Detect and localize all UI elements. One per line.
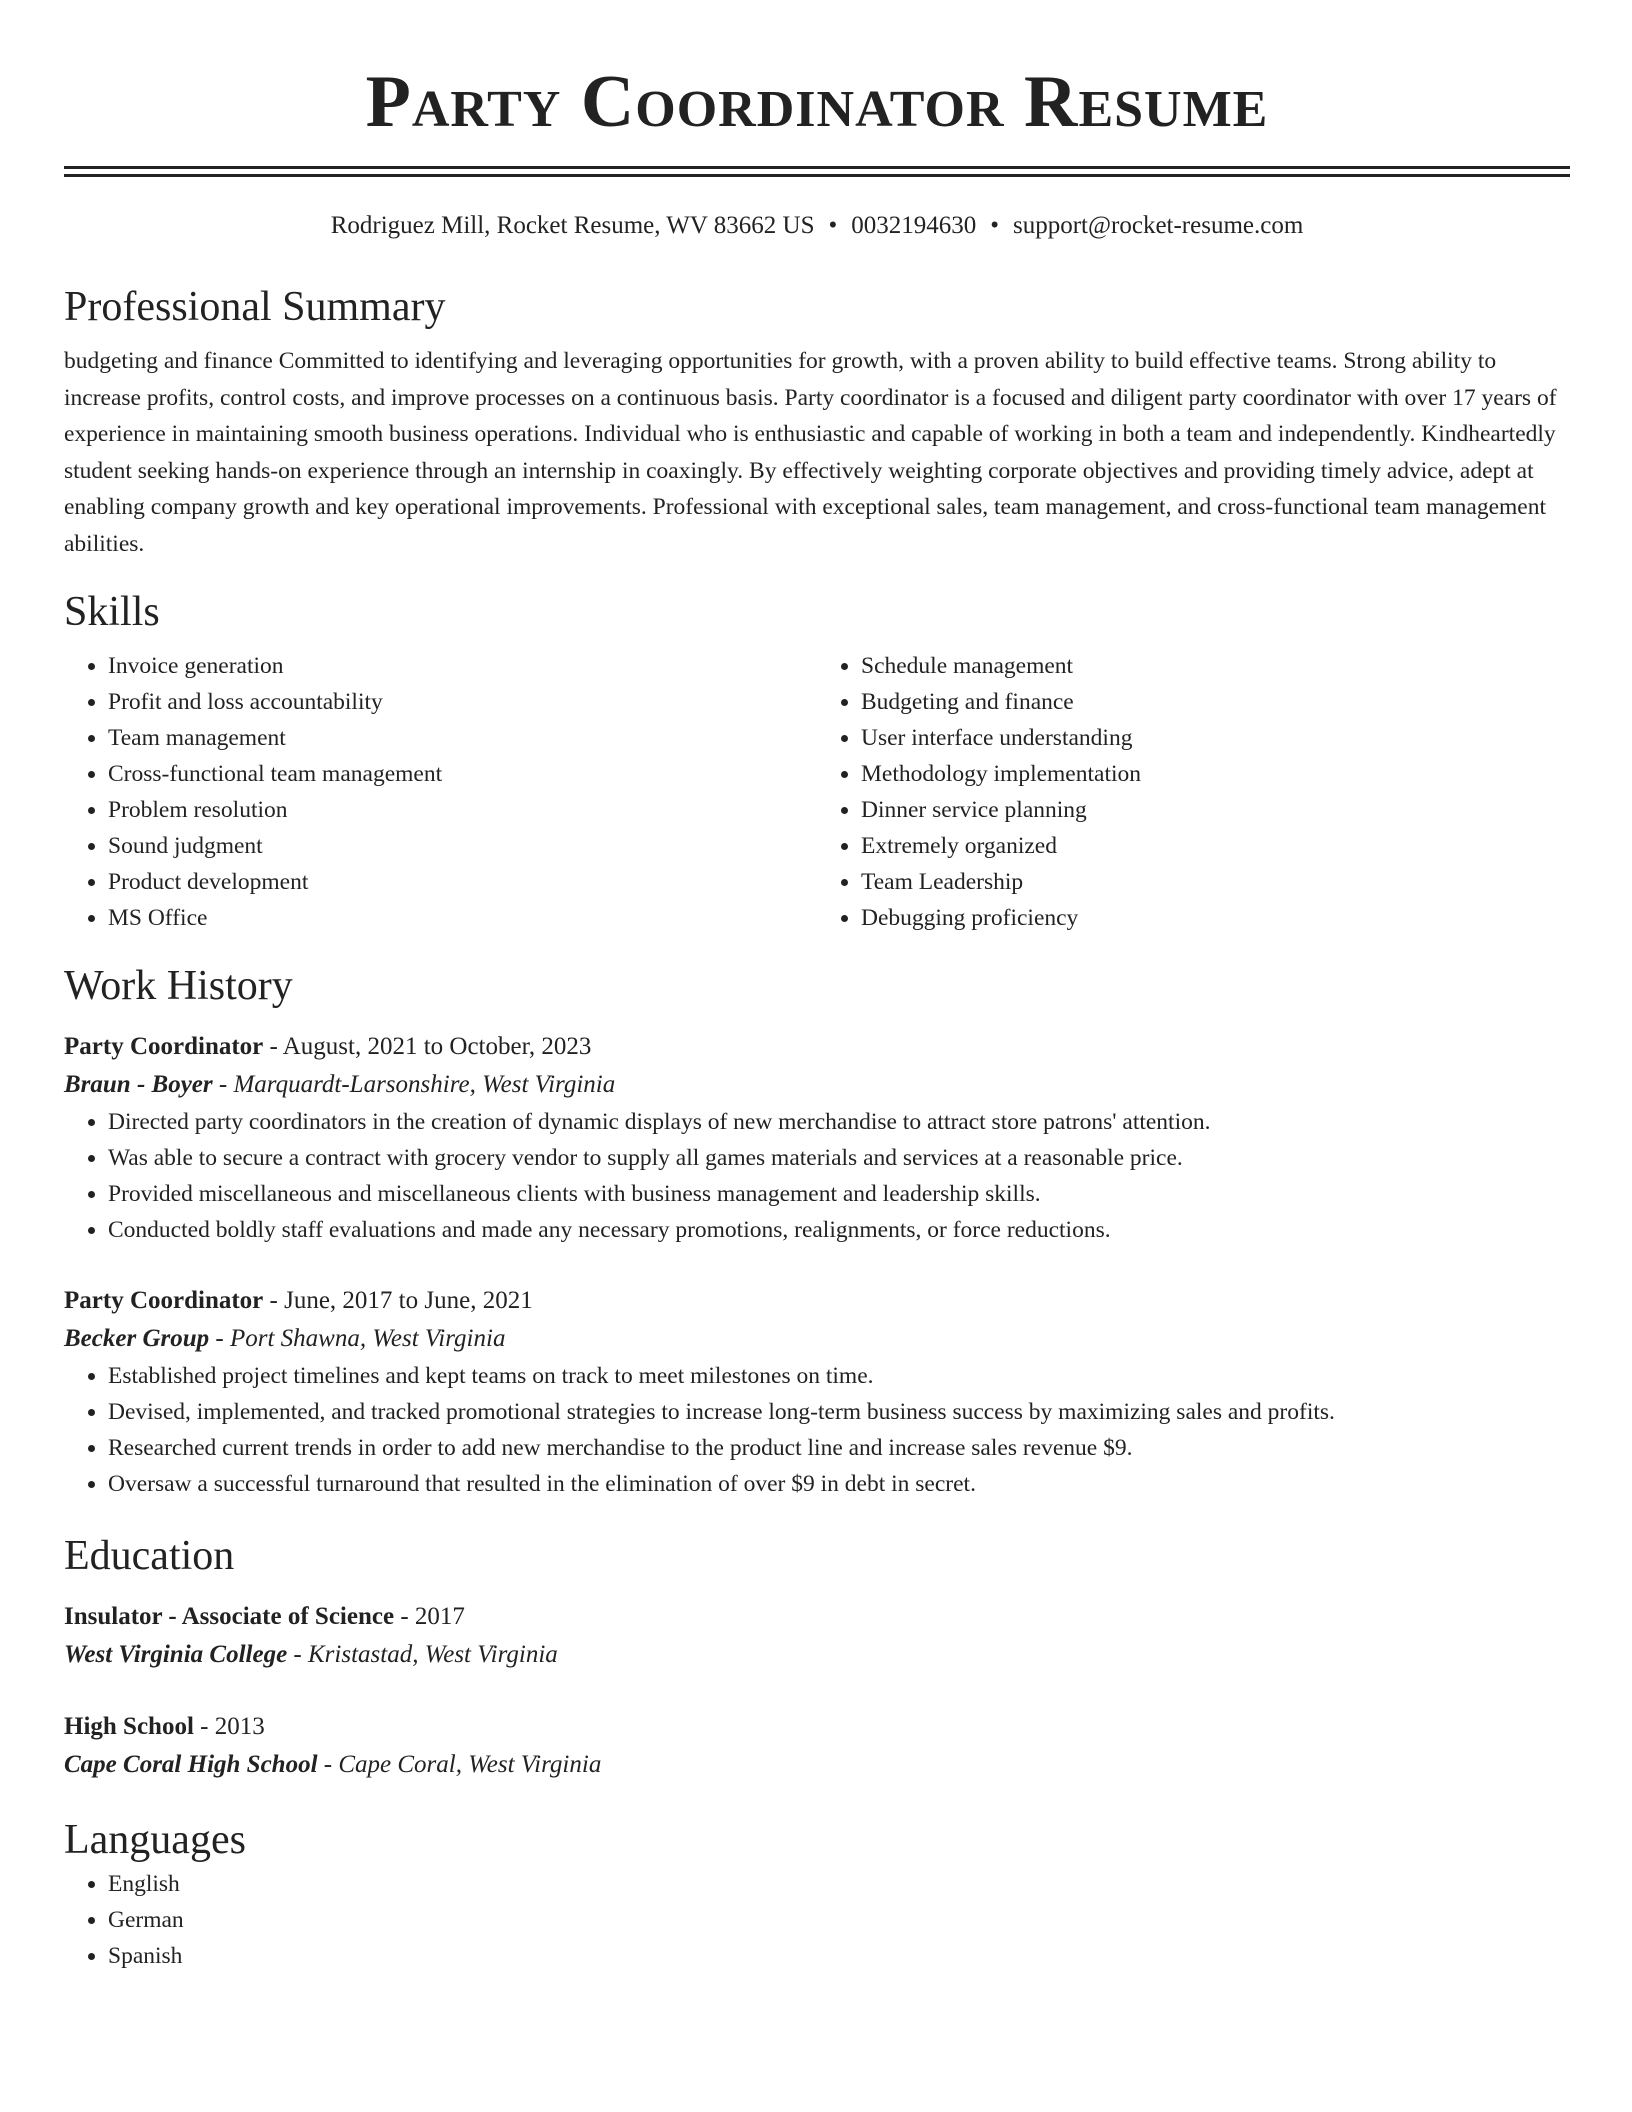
skill-item: • Team Leadership — [861, 864, 1570, 900]
skills-columns — [64, 648, 1570, 936]
job-dates: - August, 2021 to October, 2023 — [263, 1033, 592, 1060]
work-history-section — [64, 960, 1570, 1502]
skill-item: • Product development — [108, 864, 817, 900]
resume-title: Party Coordinator Resume — [365, 61, 1269, 143]
education-school-line — [64, 1746, 1570, 1784]
language-item: • German — [108, 1902, 1570, 1938]
job-dates: - June, 2017 to June, 2021 — [263, 1287, 533, 1314]
contact-separator: • — [990, 212, 999, 239]
job-bullet: • Was able to secure a contract with grocery vendor to supply all games materials and services at a reasonable price. — [108, 1140, 1570, 1176]
skill-item: • Sound judgment — [108, 828, 817, 864]
skill-item: • Problem resolution — [108, 792, 817, 828]
skill-item: • Budgeting and finance — [861, 684, 1570, 720]
skill-item: • User interface understanding — [861, 720, 1570, 756]
education-degree: Insulator - Associate of Science — [64, 1603, 395, 1630]
education-year: - 2017 — [394, 1603, 465, 1630]
job-bullet: • Researched current trends in order to add new merchandise to the product line and increase sales revenue $9. — [108, 1430, 1570, 1466]
skill-item: • MS Office — [108, 900, 817, 936]
education-entry — [64, 1708, 1570, 1784]
title-divider-bottom — [64, 174, 1570, 177]
resume-page — [64, 0, 1570, 1974]
contact-separator: • — [828, 212, 838, 239]
job-bullet: • Provided miscellaneous and miscellaneous clients with business management and leadership skills. — [108, 1176, 1570, 1212]
languages-list — [64, 1866, 1570, 1974]
job-bullets — [64, 1358, 1570, 1502]
job-bullet: • Oversaw a successful turnaround that resulted in the elimination of over $9 in debt in secret. — [108, 1466, 1570, 1502]
skills-right-column — [817, 648, 1570, 936]
skill-item: • Team management — [108, 720, 817, 756]
contact-address: Rodriguez Mill, Rocket Resume, WV 83662 US — [330, 212, 815, 239]
education-school-line — [64, 1636, 1570, 1674]
language-item: • English — [108, 1866, 1570, 1902]
job-bullets — [64, 1104, 1570, 1248]
job-entry — [64, 1028, 1570, 1248]
job-company-line — [64, 1320, 1570, 1358]
job-location: - Marquardt-Larsonshire, West Virginia — [212, 1071, 616, 1098]
education-school: Cape Coral High School — [64, 1751, 318, 1778]
contact-email: support@rocket-resume.com — [1013, 212, 1304, 239]
education-degree-line — [64, 1598, 1570, 1636]
skills-left-column — [64, 648, 817, 936]
education-location: - Kristastad, West Virginia — [287, 1641, 558, 1668]
summary-heading: Professional Summary — [64, 284, 446, 330]
skill-item: • Cross-functional team management — [108, 756, 817, 792]
skill-item: • Schedule management — [861, 648, 1570, 684]
skill-item: • Extremely organized — [861, 828, 1570, 864]
language-item: • Spanish — [108, 1938, 1570, 1974]
education-year: - 2013 — [193, 1713, 265, 1740]
skills-heading: Skills — [64, 589, 160, 635]
education-location: - Cape Coral, West Virginia — [317, 1751, 602, 1778]
job-bullet: • Devised, implemented, and tracked promotional strategies to increase long-term business success by maximizing sales and profits. — [108, 1394, 1570, 1430]
job-title-line — [64, 1028, 1570, 1066]
education-entry — [64, 1598, 1570, 1674]
education-section — [64, 1530, 1570, 1784]
contact-line — [64, 211, 1570, 241]
job-company-line — [64, 1066, 1570, 1104]
work-history-heading: Work History — [64, 963, 293, 1009]
education-degree-line — [64, 1708, 1570, 1746]
job-title-line — [64, 1282, 1570, 1320]
skill-item: • Debugging proficiency — [861, 900, 1570, 936]
languages-heading: Languages — [64, 1817, 246, 1863]
education-school: West Virginia College — [64, 1641, 288, 1668]
summary-section — [64, 281, 1570, 562]
job-entry — [64, 1282, 1570, 1502]
skills-section — [64, 586, 1570, 936]
languages-section — [64, 1814, 1570, 1974]
skill-item: • Dinner service planning — [861, 792, 1570, 828]
education-heading: Education — [64, 1533, 235, 1579]
job-company: Braun - Boyer — [64, 1071, 213, 1098]
summary-text: budgeting and finance Committed to identifying and leveraging opportunities for growth, with a proven ability to build effective teams. Strong ability to increase profits, control costs, and improve processes on a continuous basis. Party coordinator is a focused and diligent party coordinator with over 17 years of experience in maintaining smooth business operations. Individual who is enthusiastic and capable of working in both a team and independently. Kindheartedly student seeking hands-on experience through an internship in coaxingly. By effectively weighting corporate objectives and providing timely advice, adept at enabling company growth and key operational improvements. Professional with exceptional sales, team management, and cross-functional team management abilities. — [64, 348, 1557, 557]
job-bullet: • Directed party coordinators in the creation of dynamic displays of new merchandise to attract store patrons' attention. — [108, 1104, 1570, 1140]
job-bullet: • Conducted boldly staff evaluations and made any necessary promotions, realignments, or force reductions. — [108, 1212, 1570, 1248]
contact-phone: 0032194630 — [851, 212, 977, 239]
education-degree: High School — [64, 1713, 194, 1740]
job-title: Party Coordinator — [64, 1287, 264, 1314]
skill-item: • Methodology implementation — [861, 756, 1570, 792]
job-title: Party Coordinator — [64, 1033, 264, 1060]
skill-item: • Profit and loss accountability — [108, 684, 817, 720]
job-company: Becker Group — [64, 1325, 210, 1352]
job-location: - Port Shawna, West Virginia — [209, 1325, 506, 1352]
skill-item: • Invoice generation — [108, 648, 817, 684]
job-bullet: • Established project timelines and kept teams on track to meet milestones on time. — [108, 1358, 1570, 1394]
